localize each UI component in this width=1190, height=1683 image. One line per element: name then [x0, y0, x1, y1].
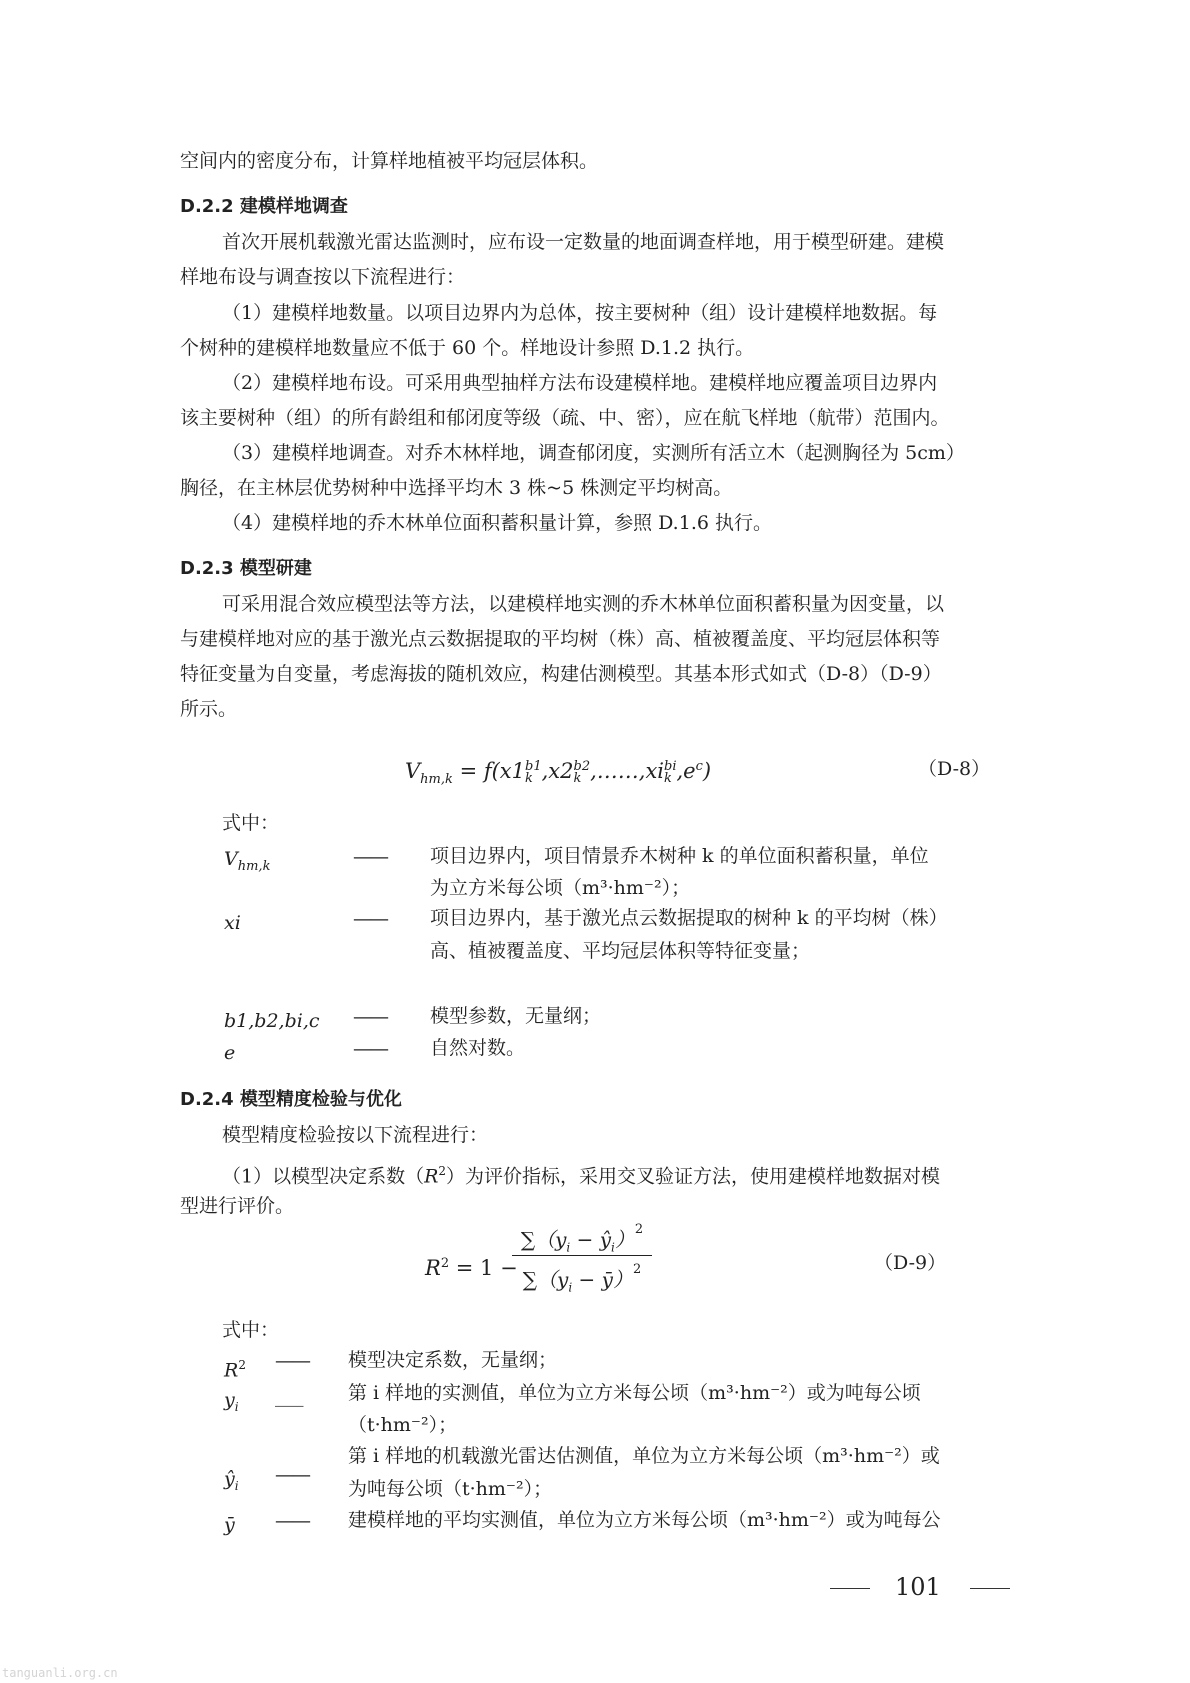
section-heading-d23: D.2.3 模型研建 [180, 558, 312, 579]
equation-number-d8: （D-8） [918, 758, 991, 780]
paragraph-line: 首次开展机载激光雷达监测时，应布设一定数量的地面调查样地，用于模型研建。建模 [222, 231, 945, 253]
paragraph-line: （3）建模样地调查。对乔木林样地，调查郁闭度，实测所有活立木（起测胸径为 5cm） [222, 442, 965, 464]
def-text: 项目边界内，项目情景乔木树种 k 的单位面积蓄积量，单位 [430, 845, 929, 867]
def-symbol: $y_i$ [224, 1389, 239, 1414]
paragraph-line: 空间内的密度分布，计算样地植被平均冠层体积。 [180, 150, 599, 172]
def-text: （t·hm⁻²）； [348, 1414, 458, 1436]
def-symbol: $V_{hm,k}$ [224, 848, 271, 874]
def-dash: —— [275, 1464, 309, 1486]
where-label: 式中： [222, 812, 280, 834]
def-text: 项目边界内，基于激光点云数据提取的树种 k 的平均树（株） [430, 907, 948, 929]
page-number-dash-right [970, 1588, 1010, 1589]
def-dash: —— [353, 846, 387, 868]
def-dash: —— [275, 1350, 309, 1372]
def-symbol: b1,b2,bi,c [224, 1010, 320, 1032]
equation-d8: $V_{hm,k} = f(x1$ b1 k ,x2 b2 k ,……,xi bi k $,e^c$) [405, 758, 712, 788]
def-symbol: xi [224, 912, 241, 934]
def-text: 第 i 样地的实测值，单位为立方米每公顷（m³·hm⁻²）或为吨每公顷 [348, 1382, 921, 1404]
def-dash: —— [353, 908, 387, 930]
paragraph-line: （2）建模样地布设。可采用典型抽样方法布设建模样地。建模样地应覆盖项目边界内 [222, 372, 938, 394]
paragraph-line: 型进行评价。 [180, 1195, 295, 1217]
paragraph-line: 该主要树种（组）的所有龄组和郁闭度等级（疏、中、密），应在航飞样地（航带）范围内。 [180, 407, 950, 429]
paragraph-line: （1）以模型决定系数$(R^2)$为评价指标，采用交叉验证方法，使用建模样地数据对模 [222, 1164, 941, 1188]
watermark-text: tanguanli.org.cn [2, 1666, 118, 1680]
def-text: 模型决定系数，无量纲； [348, 1349, 558, 1371]
def-dash: —— [353, 1006, 387, 1028]
paragraph-line: （4）建模样地的乔木林单位面积蓄积量计算，参照 D.1.6 执行。 [222, 512, 772, 534]
page-number-dash-left [830, 1588, 870, 1589]
paragraph-line: 胸径，在主林层优势树种中选择平均木 3 株~5 株测定平均树高。 [180, 477, 733, 499]
def-text: 为吨每公顷（t·hm⁻²）； [348, 1478, 553, 1500]
paragraph-line: （1）建模样地数量。以项目边界内为总体，按主要树种（组）设计建模样地数据。每 [222, 302, 938, 324]
def-dash: —— [353, 1038, 387, 1060]
def-text: 为立方米每公顷（m³·hm⁻²）； [430, 877, 691, 899]
equation-number-d9: （D-9） [874, 1252, 947, 1274]
def-dash: —— [275, 1510, 309, 1532]
def-dash: ___ [275, 1385, 304, 1407]
def-text: 模型参数，无量纲； [430, 1005, 602, 1027]
paragraph-line: 所示。 [180, 698, 238, 720]
paragraph-line: 个树种的建模样地数量应不低于 60 个。样地设计参照 D.1.2 执行。 [180, 337, 755, 359]
def-text: 建模样地的平均实测值，单位为立方米每公顷（m³·hm⁻²）或为吨每公 [348, 1509, 941, 1531]
equation-d9-numerator: $\sum(y_i$ − $ŷ_i)^2$ [520, 1222, 644, 1255]
def-text: 自然对数。 [430, 1037, 526, 1059]
def-symbol: e [224, 1042, 236, 1064]
paragraph-line: 样地布设与调查按以下流程进行： [180, 266, 466, 288]
section-heading-d24: D.2.4 模型精度检验与优化 [180, 1089, 402, 1110]
def-text: 高、植被覆盖度、平均冠层体积等特征变量； [430, 940, 811, 962]
paragraph-line: 与建模样地对应的基于激光点云数据提取的平均树（株）高、植被覆盖度、平均冠层体积等 [180, 628, 941, 650]
where-label: 式中： [222, 1319, 280, 1341]
equation-d9-fraction-bar [512, 1255, 652, 1256]
def-symbol: $ŷ_i$ [224, 1468, 239, 1493]
def-text: 第 i 样地的机载激光雷达估测值，单位为立方米每公顷（m³·hm⁻²）或 [348, 1445, 940, 1467]
def-symbol: $R^2$ [224, 1358, 246, 1382]
equation-d9-denominator: $\sum(y_i$ − ȳ）$^2$ [522, 1262, 642, 1295]
def-symbol: ȳ [224, 1514, 235, 1536]
equation-d9-lhs: $R^2 = 1$ − [425, 1256, 518, 1280]
paragraph-line: 模型精度检验按以下流程进行： [222, 1124, 489, 1146]
page-number: 101 [895, 1573, 941, 1601]
paragraph-line: 特征变量为自变量，考虑海拔的随机效应，构建估测模型。其基本形式如式（D-8）（D-9） [180, 663, 942, 685]
section-heading-d22: D.2.2 建模样地调查 [180, 196, 348, 217]
paragraph-line: 可采用混合效应模型法等方法，以建模样地实测的乔木林单位面积蓄积量为因变量，以 [222, 593, 945, 615]
